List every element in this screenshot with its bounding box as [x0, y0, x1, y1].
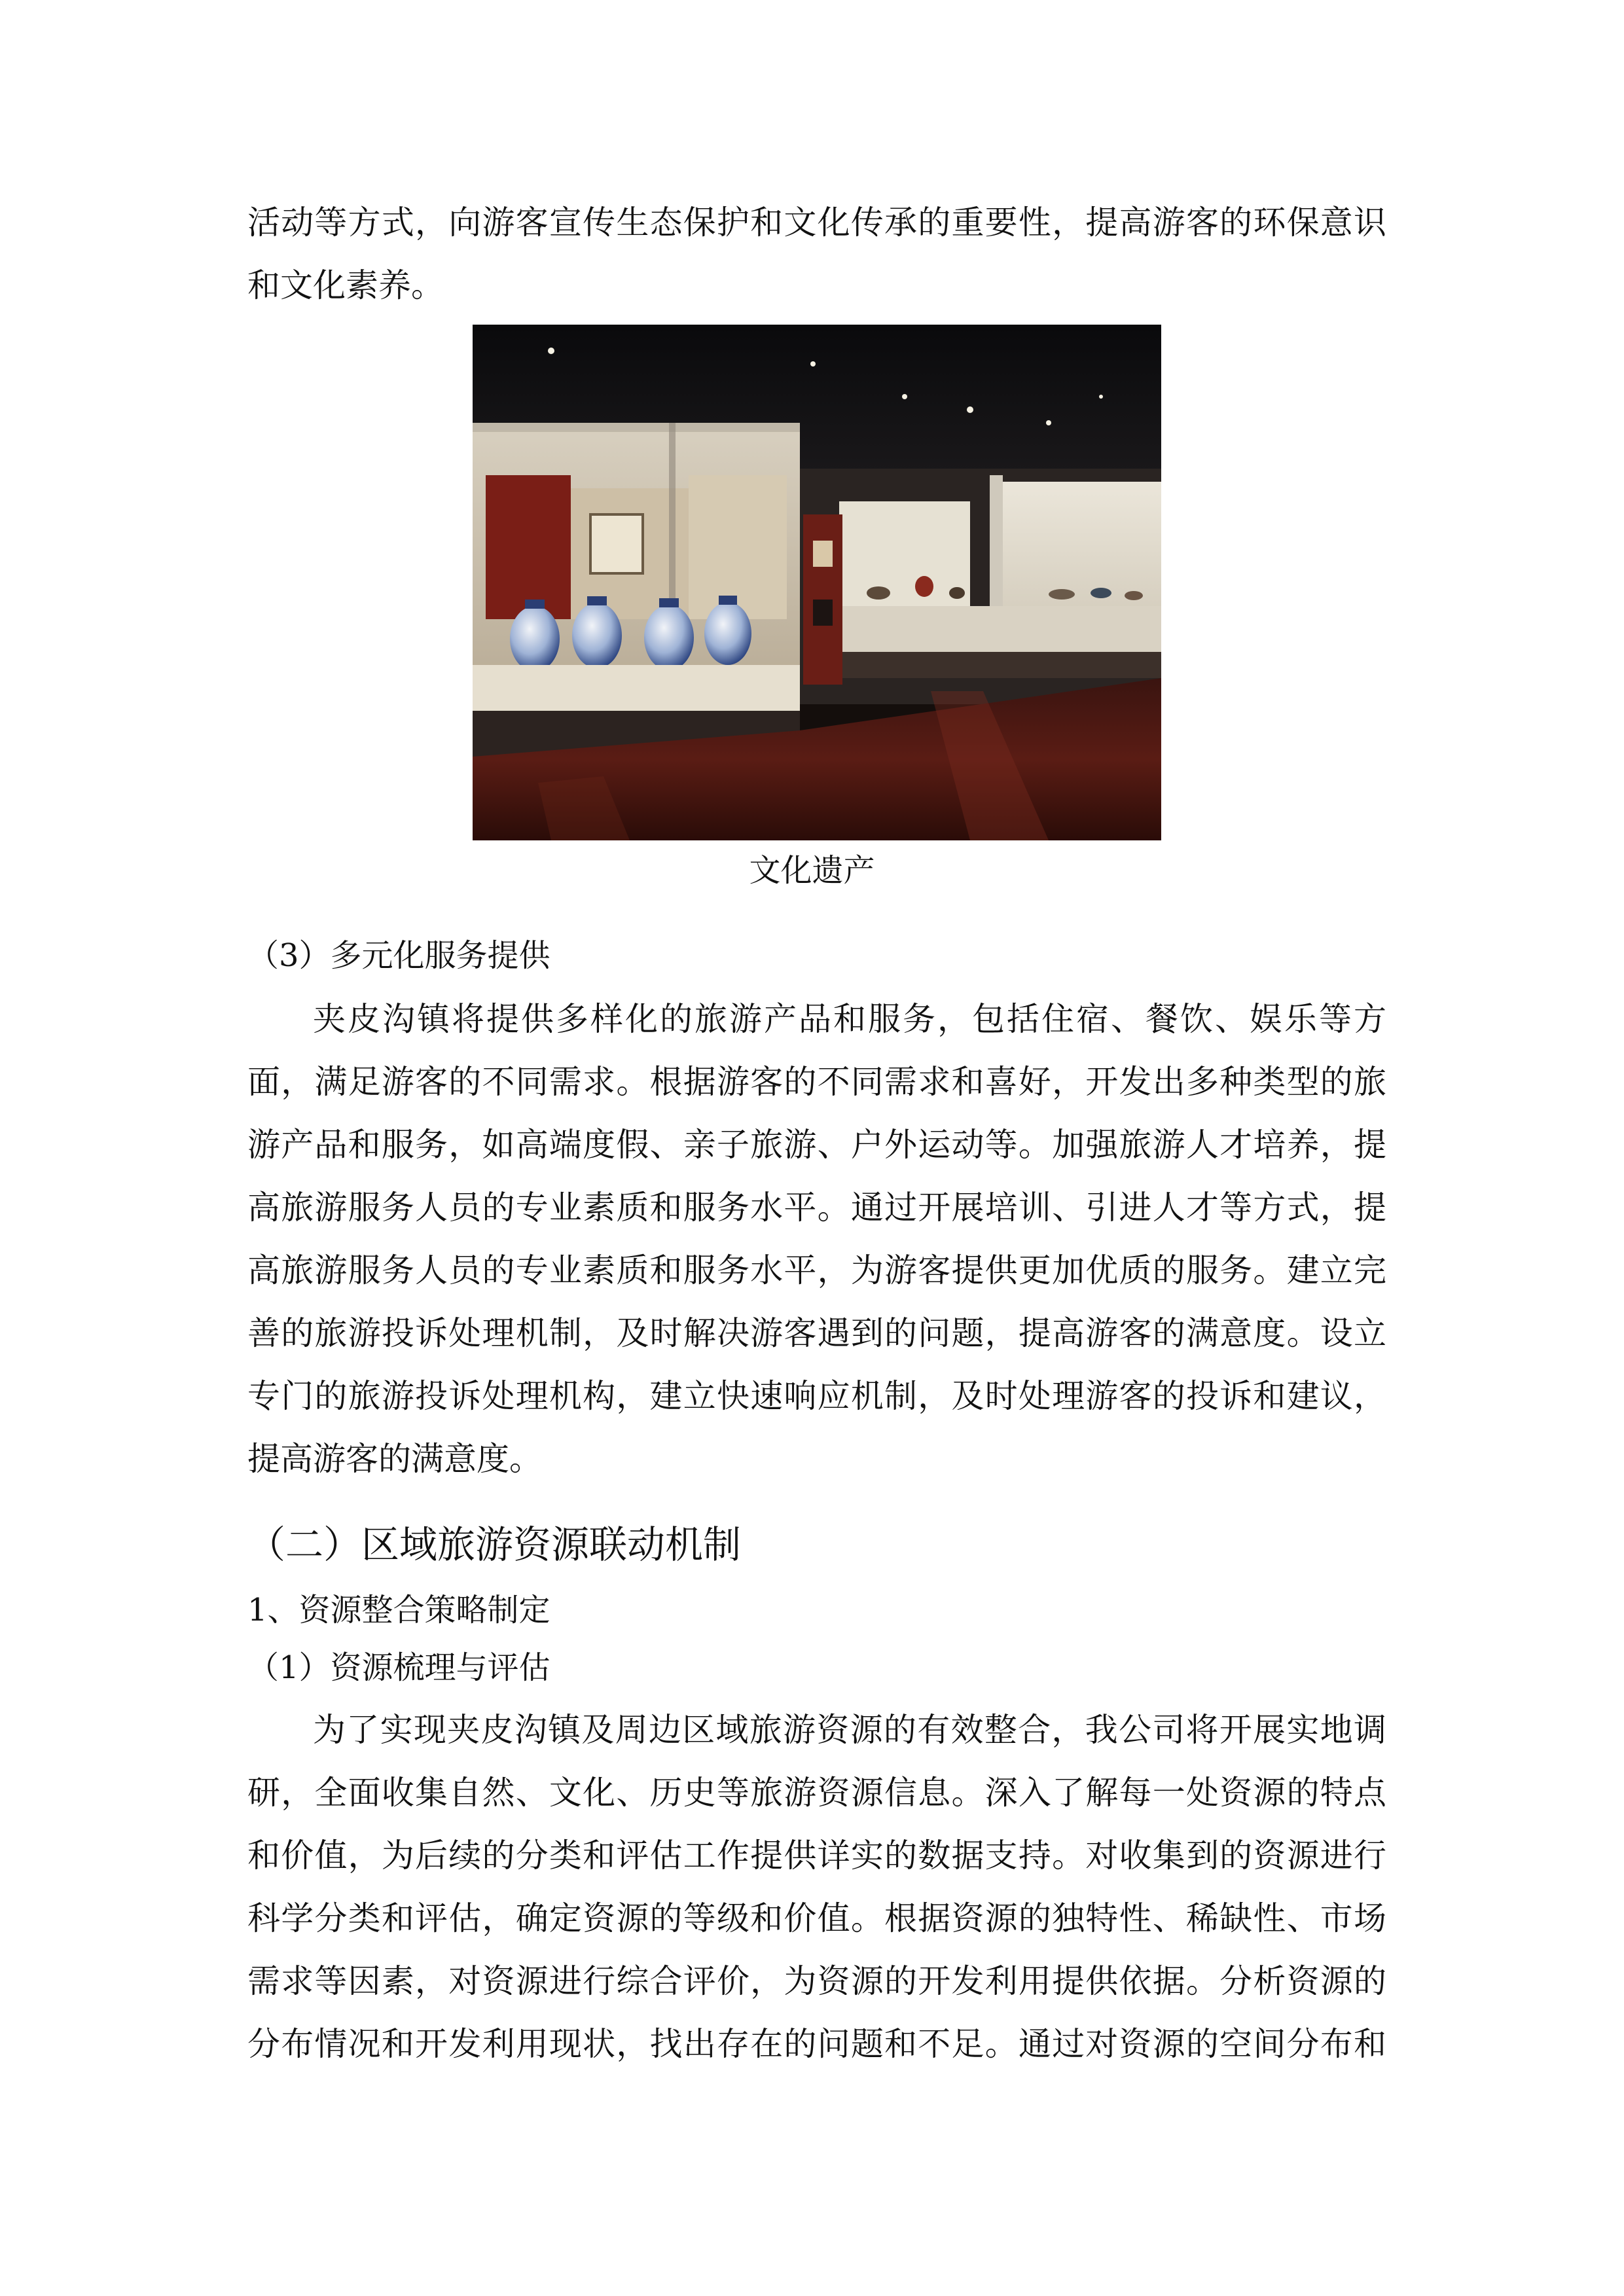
paragraph-line: 和文化素养。	[247, 266, 444, 304]
subsection-heading: （3）多元化服务提供	[247, 937, 550, 974]
paragraph-line: 面，满足游客的不同需求。根据游客的不同需求和喜好，开发出多种类型的旅	[247, 1063, 1386, 1101]
paragraph-line: 研，全面收集自然、文化、历史等旅游资源信息。深入了解每一处资源的特点	[247, 1774, 1386, 1812]
paragraph-line: 夹皮沟镇将提供多样化的旅游产品和服务，包括住宿、餐饮、娱乐等方	[313, 1000, 1386, 1038]
paragraph-line: 分布情况和开发利用现状，找出存在的问题和不足。通过对资源的空间分布和	[247, 2025, 1386, 2063]
paragraph-line: 高旅游服务人员的专业素质和服务水平。通过开展培训、引进人才等方式，提	[247, 1189, 1386, 1227]
paragraph-line: 需求等因素，对资源进行综合评价，为资源的开发利用提供依据。分析资源的	[247, 1962, 1386, 2000]
paragraph-line: 科学分类和评估，确定资源的等级和价值。根据资源的独特性、稀缺性、市场	[247, 1899, 1386, 1937]
museum-exhibition-photo	[473, 325, 1161, 840]
subsection-heading: （1）资源梳理与评估	[247, 1649, 550, 1686]
paragraph-line: 为了实现夹皮沟镇及周边区域旅游资源的有效整合，我公司将开展实地调	[313, 1711, 1386, 1749]
paragraph-line: 和价值，为后续的分类和评估工作提供详实的数据支持。对收集到的资源进行	[247, 1837, 1386, 1874]
paragraph-line: 提高游客的满意度。	[247, 1440, 542, 1478]
paragraph-line: 高旅游服务人员的专业素质和服务水平，为游客提供更加优质的服务。建立完	[247, 1251, 1386, 1289]
paragraph-line: 善的旅游投诉处理机制，及时解决游客遇到的问题，提高游客的满意度。设立	[247, 1314, 1386, 1352]
paragraph-line: 专门的旅游投诉处理机构，建立快速响应机制，及时处理游客的投诉和建议，	[247, 1377, 1386, 1415]
section-heading: （二）区域旅游资源联动机制	[247, 1522, 742, 1567]
paragraph-line: 游产品和服务，如高端度假、亲子旅游、户外运动等。加强旅游人才培养，提	[247, 1126, 1386, 1164]
item-heading: 1、资源整合策略制定	[247, 1592, 550, 1628]
paragraph-line: 活动等方式，向游客宣传生态保护和文化传承的重要性，提高游客的环保意识	[247, 204, 1386, 242]
figure-caption: 文化遗产	[749, 852, 875, 889]
